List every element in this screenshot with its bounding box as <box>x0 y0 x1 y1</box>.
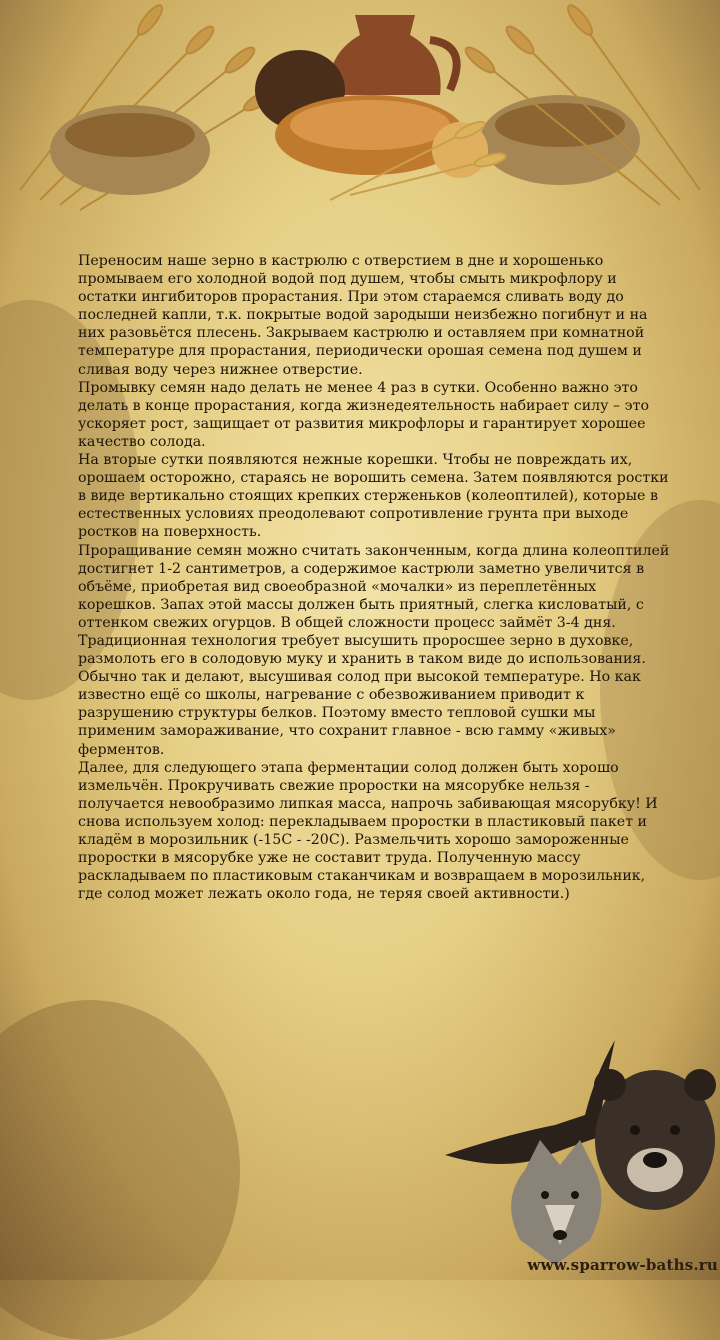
site-watermark: www.sparrow-baths.ru <box>527 1256 718 1274</box>
article-text <box>78 252 670 903</box>
article-paragraph: Проращивание семян можно считать законченным, когда длина колеоптилей достигнет 1-2 сантиметров, а содержимое кастрюли заметно увеличится в объёме, приобретая вид своеобразной «мочалки» из переплетённых корешков. Запах этой массы должен быть приятный, слегка кисловатый, с оттенком свежих огурцов. В общей сложности процесс займёт 3-4 дня. <box>78 542 670 631</box>
article-paragraph: Промывку семян надо делать не менее 4 раз в сутки. Особенно важно это делать в конце прорастания, когда жизнедеятельность набирает силу – это ускоряет рост, защищает от развития микрофлоры и гарантирует хорошее качество солода. <box>78 379 649 450</box>
parchment-stain <box>0 1000 240 1340</box>
article-paragraph: Далее, для следующего этапа ферментации солод должен быть хорошо измельчён. Прокручивать свежие проростки на мясорубке нельзя - получается невообразимо липкая масса, напрочь забивающая мясорубку! И снова используем холод: перекладываем проростки в пластиковый пакет и кладём в морозильник (-15С - -20С). Размельчить хорошо замороженные проростки в мясорубке уже не составит труда. Полученную массу раскладываем по пластиковым стаканчикам и возвращаем в морозильник, где солод может лежать около года, не теряя своей активности.) <box>78 759 658 903</box>
bear-head-icon <box>594 1069 716 1210</box>
clay-jug-icon <box>329 15 456 95</box>
eagle-bear-wolf-illustration <box>430 1030 720 1280</box>
article-paragraph: На вторые сутки появляются нежные корешки. Чтобы не повреждать их, орошаем осторожно, стараясь не ворошить семена. Затем появляются ростки в виде вертикально стоящих крепких стерженьков (колеоптилей), которые в естественных условиях преодолевают сопротивление грунта при выходе ростков на поверхность. <box>78 452 669 541</box>
article-paragraph: Традиционная технология требует высушить проросшее зерно в духовке, размолоть его в солодовую муку и хранить в таком виде до использования. Обычно так и делают, высушивая солод при высокой температуре. Но как известно ещё со школы, нагревание с обезвоживанием приводит к разрушению структуры белков. Поэтому вместо тепловой сушки мы применим замораживание, что сохранит главное - всю гамму «живых» ферментов. <box>78 632 646 758</box>
bread-and-wheat-illustration <box>0 0 720 230</box>
article-paragraph: Переносим наше зерно в кастрюлю с отверстием в дне и хорошенько промываем его холодной водой под душем, чтобы смыть микрофлору и остатки ингибиторов прорастания. При этом стараемся сливать воду до последней капли, т.к. покрытые водой зародыши неизбежно погибнут и на них разовьётся плесень. Закрываем кастрюлю и оставляем при комнатной температуре для прорастания, периодически орошая семена под душем и сливая воду через нижнее отверстие. <box>78 253 648 378</box>
